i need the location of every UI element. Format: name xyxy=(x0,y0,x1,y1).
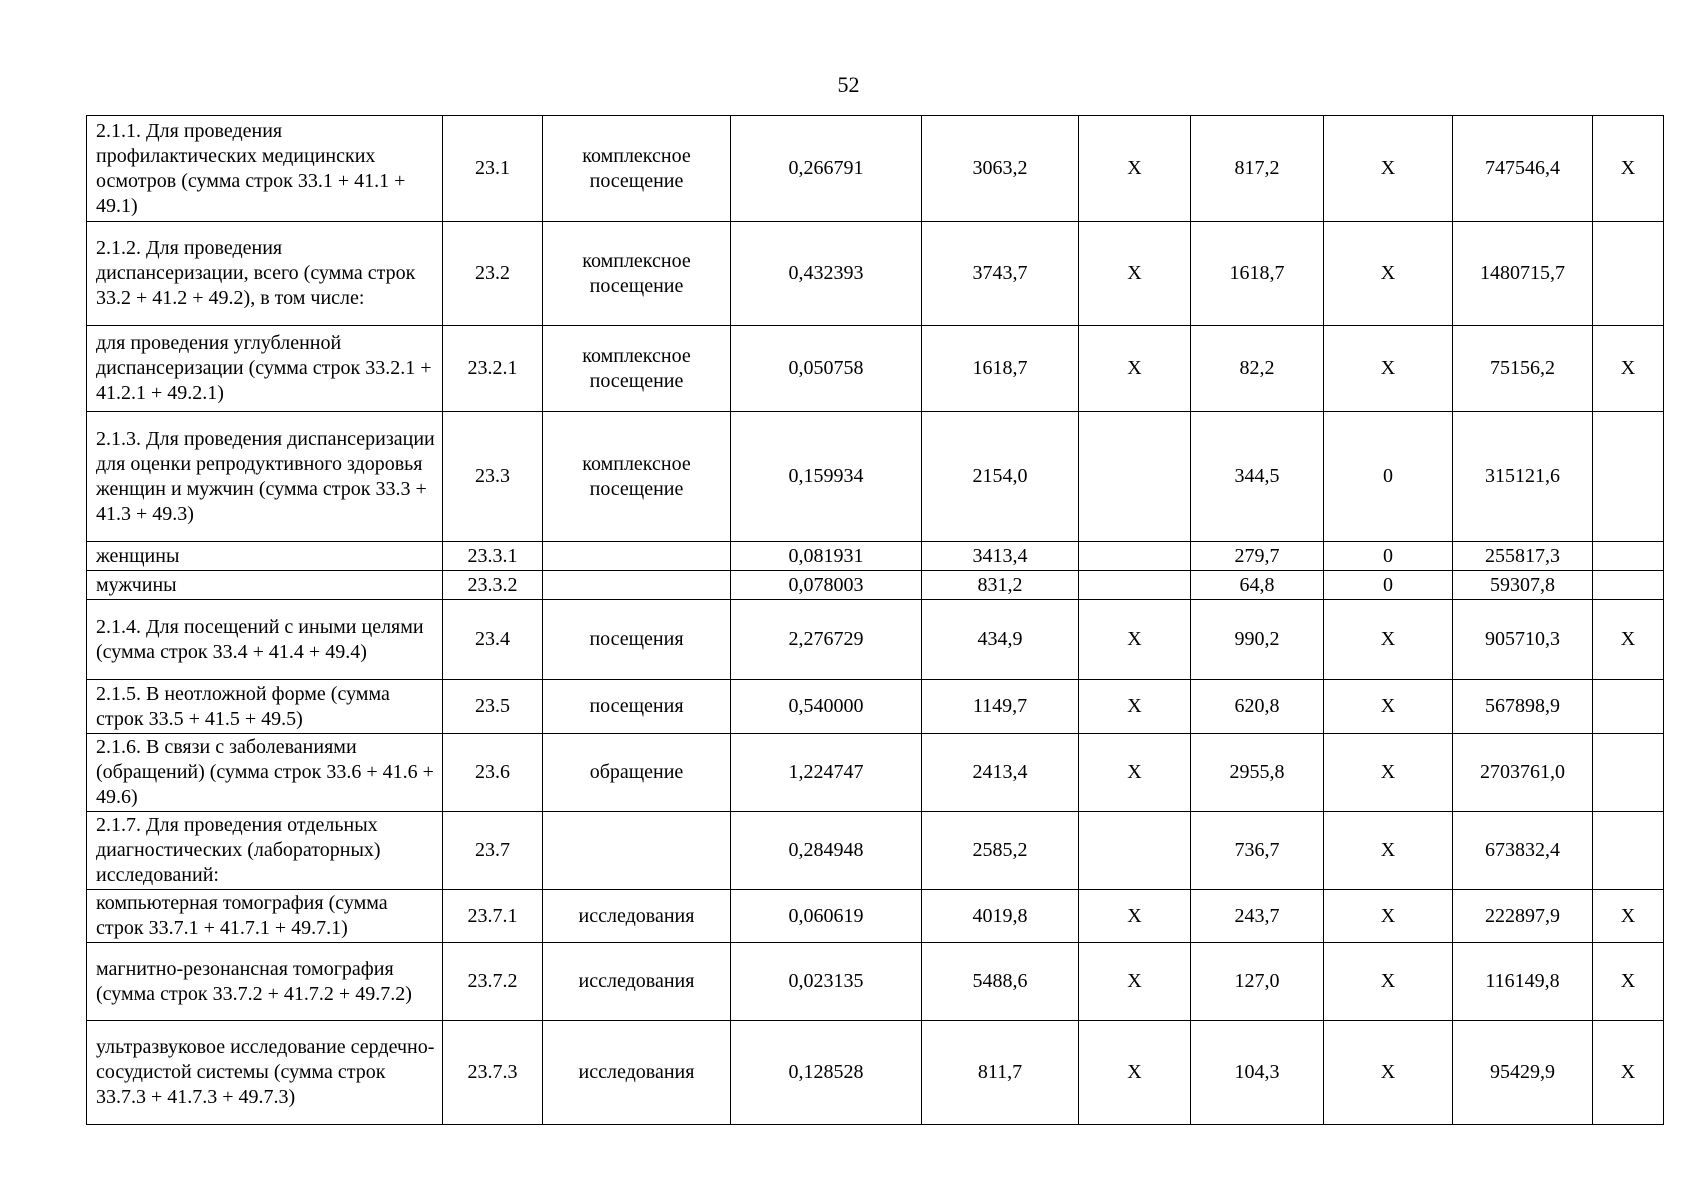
column-8-cell: Х xyxy=(1324,734,1453,812)
row-name-cell: женщины xyxy=(87,542,443,571)
line-number-cell: 23.3.2 xyxy=(443,571,543,600)
table-row xyxy=(87,412,1664,542)
line-number-cell: 23.7 xyxy=(443,812,543,890)
volume-norm-cell: 0,540000 xyxy=(731,680,922,734)
column-10-cell xyxy=(1593,542,1664,571)
column-10-cell: Х xyxy=(1593,600,1664,680)
line-number-cell: 23.7.2 xyxy=(443,943,543,1021)
cost-norm-cell: 3413,4 xyxy=(922,542,1079,571)
unit-cell: комплексное посещение xyxy=(543,326,731,412)
unit-cell xyxy=(543,812,731,890)
column-10-cell xyxy=(1593,812,1664,890)
table-row xyxy=(87,600,1664,680)
row-name-cell: 2.1.3. Для проведения диспансеризации для оценки репродуктивного здоровья женщин и мужчин (сумма строк 33.3 + 41.3 + 49.3) xyxy=(87,412,443,542)
cost-norm-cell: 3743,7 xyxy=(922,222,1079,326)
line-number-cell: 23.6 xyxy=(443,734,543,812)
column-10-cell xyxy=(1593,680,1664,734)
volume-norm-cell: 0,023135 xyxy=(731,943,922,1021)
volume-norm-cell: 0,060619 xyxy=(731,890,922,943)
column-7-cell: 817,2 xyxy=(1191,116,1324,222)
column-6-cell xyxy=(1079,812,1191,890)
cost-norm-cell: 2413,4 xyxy=(922,734,1079,812)
table-row xyxy=(87,890,1664,943)
unit-cell: комплексное посещение xyxy=(543,116,731,222)
cost-norm-cell: 2585,2 xyxy=(922,812,1079,890)
column-8-cell: Х xyxy=(1324,812,1453,890)
column-6-cell: Х xyxy=(1079,116,1191,222)
line-number-cell: 23.4 xyxy=(443,600,543,680)
column-10-cell xyxy=(1593,412,1664,542)
table-row xyxy=(87,943,1664,1021)
column-10-cell xyxy=(1593,222,1664,326)
unit-cell: комплексное посещение xyxy=(543,222,731,326)
column-8-cell: Х xyxy=(1324,222,1453,326)
column-8-cell: 0 xyxy=(1324,542,1453,571)
page-number: 52 xyxy=(837,72,860,97)
cost-norm-cell: 434,9 xyxy=(922,600,1079,680)
row-name-cell: компьютерная томография (сумма строк 33.7.1 + 41.7.1 + 49.7.1) xyxy=(87,890,443,943)
column-7-cell: 243,7 xyxy=(1191,890,1324,943)
table-row xyxy=(87,116,1664,222)
row-name-cell: 2.1.4. Для посещений с иными целями (сумма строк 33.4 + 41.4 + 49.4) xyxy=(87,600,443,680)
volume-norm-cell: 0,284948 xyxy=(731,812,922,890)
column-8-cell: Х xyxy=(1324,890,1453,943)
row-name-cell: ультразвуковое исследование сердечно-сосудистой системы (сумма строк 33.7.3 + 41.7.3 + 49.7.3) xyxy=(87,1021,443,1125)
row-name-cell: 2.1.2. Для проведения диспансеризации, всего (сумма строк 33.2 + 41.2 + 49.2), в том числе: xyxy=(87,222,443,326)
row-name-cell: для проведения углубленной диспансеризации (сумма строк 33.2.1 + 41.2.1 + 49.2.1) xyxy=(87,326,443,412)
column-9-cell: 2703761,0 xyxy=(1453,734,1593,812)
cost-norm-cell: 1149,7 xyxy=(922,680,1079,734)
column-6-cell: Х xyxy=(1079,222,1191,326)
cost-norm-cell: 3063,2 xyxy=(922,116,1079,222)
row-name-cell: 2.1.6. В связи с заболеваниями (обращений) (сумма строк 33.6 + 41.6 + 49.6) xyxy=(87,734,443,812)
table-row xyxy=(87,812,1664,890)
column-7-cell: 344,5 xyxy=(1191,412,1324,542)
column-6-cell: Х xyxy=(1079,734,1191,812)
column-10-cell: Х xyxy=(1593,326,1664,412)
column-8-cell: 0 xyxy=(1324,571,1453,600)
line-number-cell: 23.7.3 xyxy=(443,1021,543,1125)
table-row xyxy=(87,734,1664,812)
column-6-cell xyxy=(1079,571,1191,600)
column-7-cell: 104,3 xyxy=(1191,1021,1324,1125)
table-row xyxy=(87,542,1664,571)
column-10-cell: Х xyxy=(1593,1021,1664,1125)
cost-norm-cell: 811,7 xyxy=(922,1021,1079,1125)
column-8-cell: Х xyxy=(1324,600,1453,680)
volume-norm-cell: 0,078003 xyxy=(731,571,922,600)
volume-norm-cell: 2,276729 xyxy=(731,600,922,680)
column-10-cell: Х xyxy=(1593,943,1664,1021)
table-row xyxy=(87,1021,1664,1125)
cost-norm-cell: 1618,7 xyxy=(922,326,1079,412)
cost-norm-cell: 2154,0 xyxy=(922,412,1079,542)
column-9-cell: 567898,9 xyxy=(1453,680,1593,734)
row-name-cell: 2.1.7. Для проведения отдельных диагностических (лабораторных) исследований: xyxy=(87,812,443,890)
column-8-cell: Х xyxy=(1324,1021,1453,1125)
column-6-cell: Х xyxy=(1079,600,1191,680)
column-9-cell: 116149,8 xyxy=(1453,943,1593,1021)
column-9-cell: 95429,9 xyxy=(1453,1021,1593,1125)
volume-norm-cell: 0,050758 xyxy=(731,326,922,412)
column-7-cell: 990,2 xyxy=(1191,600,1324,680)
unit-cell xyxy=(543,542,731,571)
column-7-cell: 736,7 xyxy=(1191,812,1324,890)
unit-cell: посещения xyxy=(543,680,731,734)
unit-cell: исследования xyxy=(543,1021,731,1125)
column-8-cell: 0 xyxy=(1324,412,1453,542)
column-9-cell: 747546,4 xyxy=(1453,116,1593,222)
column-6-cell xyxy=(1079,542,1191,571)
line-number-cell: 23.1 xyxy=(443,116,543,222)
table-row xyxy=(87,571,1664,600)
column-9-cell: 255817,3 xyxy=(1453,542,1593,571)
column-9-cell: 905710,3 xyxy=(1453,600,1593,680)
line-number-cell: 23.7.1 xyxy=(443,890,543,943)
row-name-cell: магнитно-резонансная томография (сумма строк 33.7.2 + 41.7.2 + 49.7.2) xyxy=(87,943,443,1021)
column-7-cell: 82,2 xyxy=(1191,326,1324,412)
unit-cell: комплексное посещение xyxy=(543,412,731,542)
data-table xyxy=(86,115,1664,1125)
column-9-cell: 59307,8 xyxy=(1453,571,1593,600)
cost-norm-cell: 4019,8 xyxy=(922,890,1079,943)
column-7-cell: 1618,7 xyxy=(1191,222,1324,326)
column-7-cell: 2955,8 xyxy=(1191,734,1324,812)
unit-cell: исследования xyxy=(543,890,731,943)
column-8-cell: Х xyxy=(1324,326,1453,412)
line-number-cell: 23.2.1 xyxy=(443,326,543,412)
volume-norm-cell: 0,432393 xyxy=(731,222,922,326)
column-10-cell: Х xyxy=(1593,890,1664,943)
line-number-cell: 23.5 xyxy=(443,680,543,734)
table-row xyxy=(87,326,1664,412)
column-9-cell: 1480715,7 xyxy=(1453,222,1593,326)
column-7-cell: 279,7 xyxy=(1191,542,1324,571)
column-6-cell xyxy=(1079,412,1191,542)
column-9-cell: 75156,2 xyxy=(1453,326,1593,412)
column-10-cell xyxy=(1593,734,1664,812)
line-number-cell: 23.3 xyxy=(443,412,543,542)
unit-cell: посещения xyxy=(543,600,731,680)
column-8-cell: Х xyxy=(1324,116,1453,222)
volume-norm-cell: 0,128528 xyxy=(731,1021,922,1125)
volume-norm-cell: 0,266791 xyxy=(731,116,922,222)
column-6-cell: Х xyxy=(1079,890,1191,943)
line-number-cell: 23.3.1 xyxy=(443,542,543,571)
column-9-cell: 673832,4 xyxy=(1453,812,1593,890)
column-8-cell: Х xyxy=(1324,943,1453,1021)
column-10-cell: Х xyxy=(1593,116,1664,222)
unit-cell xyxy=(543,571,731,600)
volume-norm-cell: 0,081931 xyxy=(731,542,922,571)
column-9-cell: 315121,6 xyxy=(1453,412,1593,542)
volume-norm-cell: 0,159934 xyxy=(731,412,922,542)
line-number-cell: 23.2 xyxy=(443,222,543,326)
column-6-cell: Х xyxy=(1079,943,1191,1021)
column-6-cell: Х xyxy=(1079,326,1191,412)
column-6-cell: Х xyxy=(1079,1021,1191,1125)
volume-norm-cell: 1,224747 xyxy=(731,734,922,812)
row-name-cell: 2.1.5. В неотложной форме (сумма строк 33.5 + 41.5 + 49.5) xyxy=(87,680,443,734)
unit-cell: обращение xyxy=(543,734,731,812)
table-row xyxy=(87,680,1664,734)
table-row xyxy=(87,222,1664,326)
unit-cell: исследования xyxy=(543,943,731,1021)
cost-norm-cell: 5488,6 xyxy=(922,943,1079,1021)
column-7-cell: 127,0 xyxy=(1191,943,1324,1021)
column-10-cell xyxy=(1593,571,1664,600)
row-name-cell: мужчины xyxy=(87,571,443,600)
column-7-cell: 620,8 xyxy=(1191,680,1324,734)
row-name-cell: 2.1.1. Для проведения профилактических медицинских осмотров (сумма строк 33.1 + 41.1 + 49.1) xyxy=(87,116,443,222)
column-6-cell: Х xyxy=(1079,680,1191,734)
column-9-cell: 222897,9 xyxy=(1453,890,1593,943)
column-7-cell: 64,8 xyxy=(1191,571,1324,600)
cost-norm-cell: 831,2 xyxy=(922,571,1079,600)
column-8-cell: Х xyxy=(1324,680,1453,734)
